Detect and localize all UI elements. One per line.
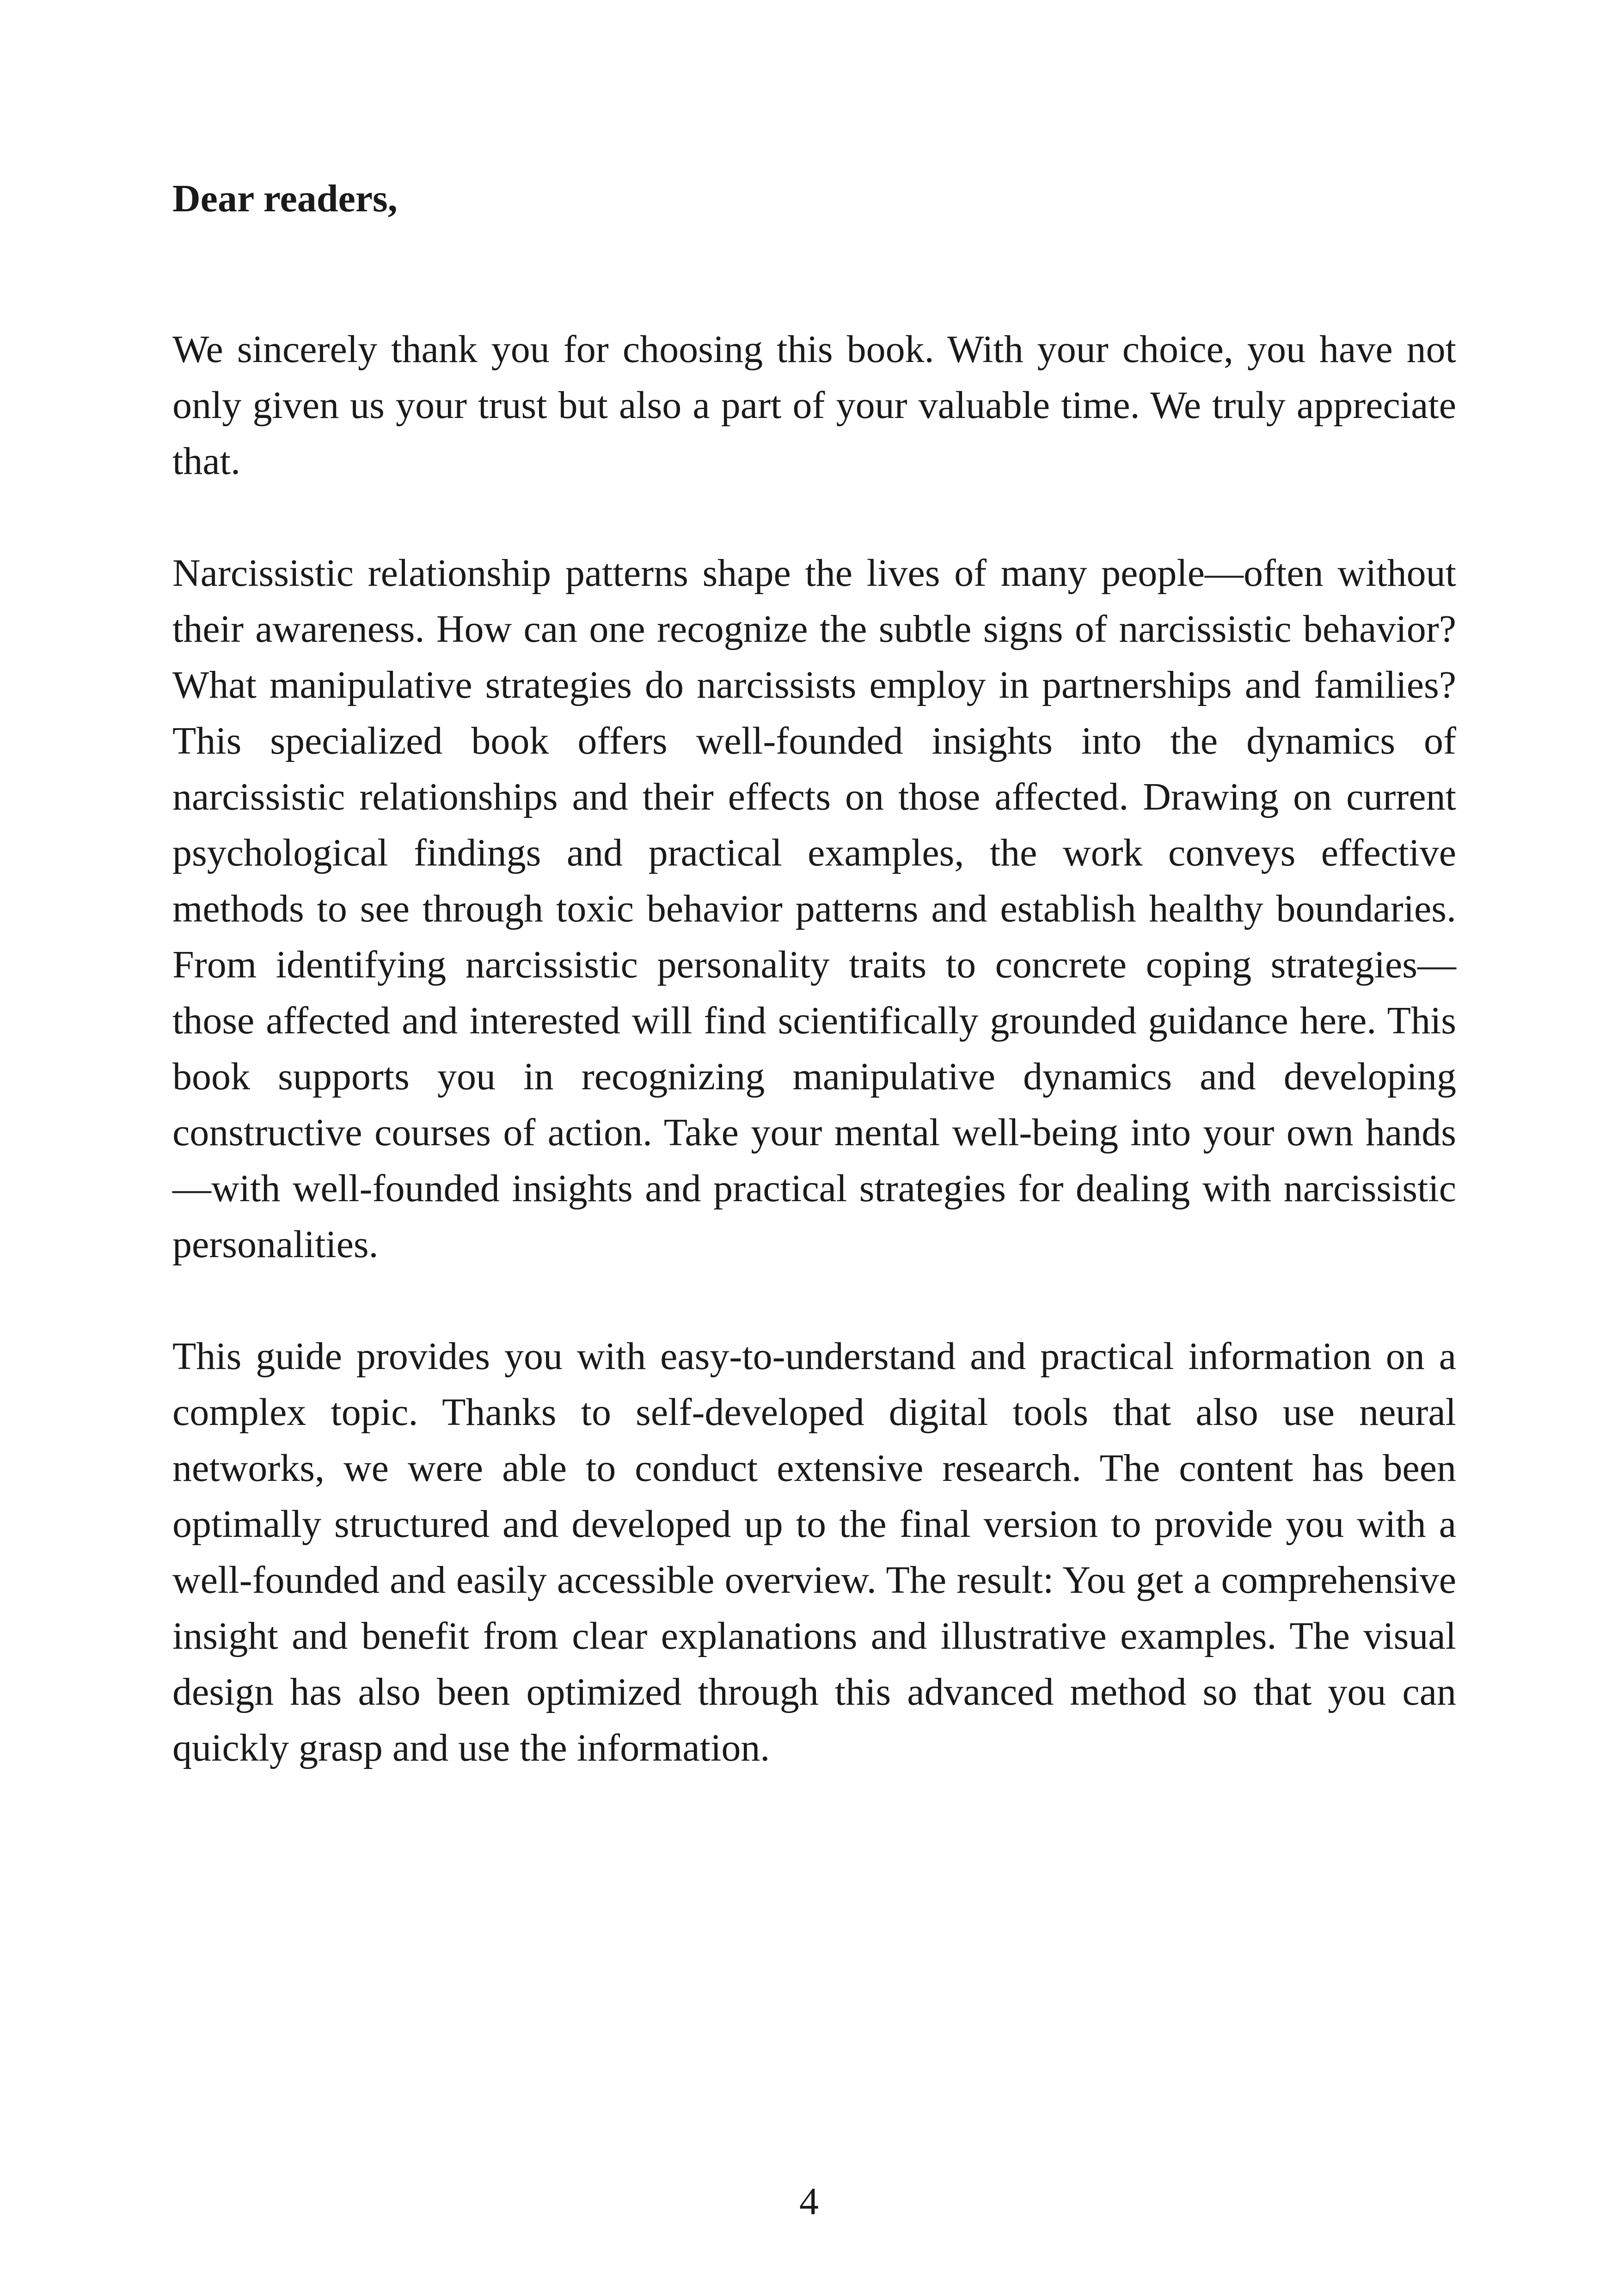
salutation-heading: Dear readers, (172, 177, 398, 220)
paragraph-guide-method: This guide provides you with easy-to-understand and practical information on a complex topic. Thanks to self-developed digital tools that also use neural networks, we were able to conduct extensive research. The content has been optimally structured and developed up to the final version to provide you with a well-founded and easily accessible overview. The result: You get a comprehensive insight and benefit from clear explanations and illustrative examples. The visual design has also been optimized through this advanced method so that you can quickly grasp and use the information. (172, 1335, 1456, 1769)
paragraph-thanks: We sincerely thank you for choosing this book. With your choice, you have not only given us your trust but also a part of your valuable time. We truly appreciate that. (172, 328, 1456, 483)
text-column (172, 171, 1456, 1776)
page-number: 4 (799, 2180, 819, 2223)
paragraph-book-overview: Narcissistic relationship patterns shape the lives of many people—often without their awareness. How can one recognize the subtle signs of narcissistic behavior? What manipulative strategies do narcissists employ in partnerships and families? This specialized book offers well-founded insights into the dynamics of narcissistic relationships and their effects on those affected. Drawing on current psychological findings and practical examples, the work conveys effective methods to see through toxic behavior patterns and establish healthy boundaries. From identifying narcissistic personality traits to concrete coping strategies—those affected and interested will find scientifically grounded guidance here. This book supports you in recognizing manipulative dynamics and developing constructive courses of action. Take your mental well-being into your own hands—with well-founded insights and practical strategies for dealing with narcissistic personalities. (172, 552, 1456, 1266)
